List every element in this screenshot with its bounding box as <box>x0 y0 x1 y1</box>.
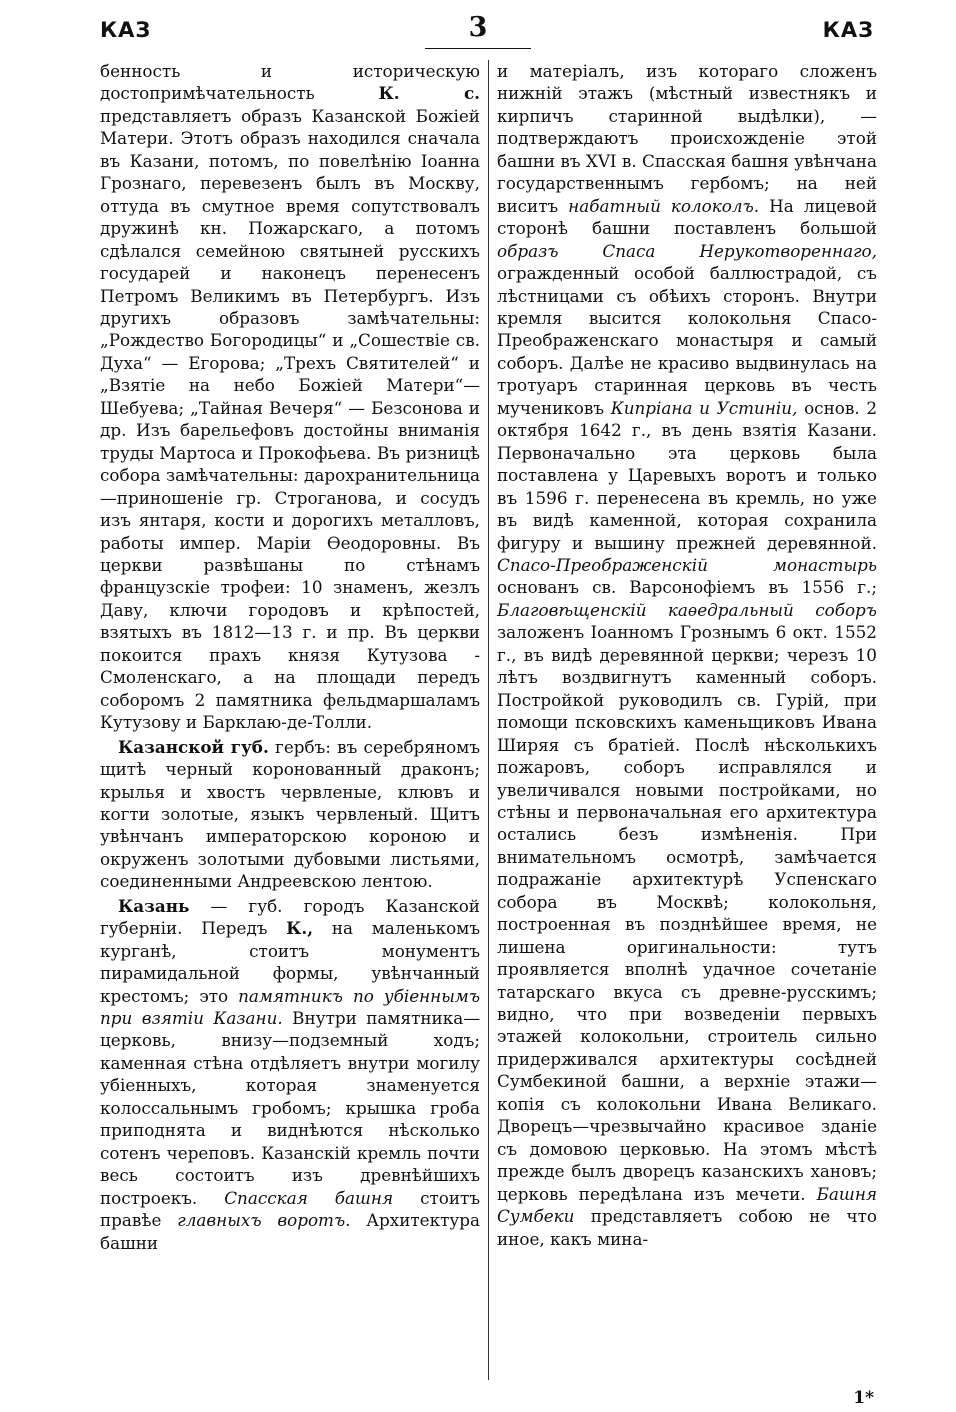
header-rule <box>425 48 531 49</box>
entry-headword: Казань <box>118 895 190 916</box>
bold-abbrev: К., <box>286 918 314 939</box>
italic-term: Спасская башня <box>224 1187 394 1208</box>
right-column <box>497 60 877 1250</box>
text-run: основ. 2 октября 1642 г., въ день взятія Казани. Первоначально эта церковь была поставлена у Царевыхъ воротъ и только въ 1596 г. перенесена въ кремль, но уже въ видѣ каменной, которая сохранила фигуру и вышину прежней деревянной. <box>497 397 877 553</box>
italic-term: набатный колоколъ. <box>568 195 760 216</box>
paragraph-kazan-city <box>100 895 480 1254</box>
text-run: гербъ: въ серебряномъ щитѣ черный коронованный драконъ; крылья и хвостъ червленые, клювъ и когти золотые, языкъ червленый. Щитъ увѣнчанъ императорскою короною и окруженъ золотыми дубовыми листьями, соединенными Андреевскою лентою. <box>100 736 480 892</box>
text-run: Архитектура башни <box>100 1210 481 1253</box>
paragraph-kazan-cathedral <box>100 60 480 734</box>
bold-abbrev: К. с. <box>378 83 481 104</box>
text-run: и матеріалъ, изъ котораго сложенъ нижній этажъ (мѣстный известнякъ и кирпичъ старинной выдѣлки), — подтверждаютъ происхожденіе этой башни въ XVI в. Спасская башня увѣнчана государственнымъ гербомъ; на ней виситъ <box>497 61 877 216</box>
text-run: представляетъ собою не что иное, какъ мина- <box>497 1206 877 1249</box>
text-run: представляетъ образъ Казанской Божіей Матери. Этотъ образъ находился сначала въ Казани, потомъ, по повелѣнію Іоанна Грознаго, перевезенъ былъ въ Москву, оттуда въ смутное время сопутствовалъ дружинѣ кн. Пожарскаго, а потомъ сдѣлался семейною святыней русскихъ государей и наконецъ перенесенъ Петромъ Великимъ въ Петербургъ. Изъ другихъ образовъ замѣчательны: „Рождество Богородицы“ и „Сошествіе св. Духа“ — Егорова; „Трехъ Святителей“ и „Взятіе на небо Божіей Матери“—Шебуева; „Тайная Вечеря“ — Безсонова и др. Изъ барельефовъ достойны вниманія труды Мартоса и Прокофьева. Въ ризницѣ собора замѣчательны: дарохранительница—приношеніе гр. Строганова, и сосудъ изъ янтаря, кости и дорогихъ металловъ, работы импер. Маріи Ѳеодоровны. Въ церкви развѣшаны по стѣнамъ французскіе трофеи: 10 знаменъ, жезлъ Даву, ключи городовъ и крѣпостей, взятыхъ въ 1812—13 г. и пр. Въ церкви покоится прахъ князя Кутузова - Смоленскаго, а на площади передъ соборомъ 2 памятника фельдмаршаламъ Кутузову и Барклаю-де-Толли. <box>100 105 480 733</box>
printer-signature-mark: 1* <box>853 1388 874 1408</box>
text-run: Внутри памятника—церковь, внизу—подземный ходъ; каменная стѣна отдѣляетъ внутри могилу убіенныхъ, которая знаменуется колоссальнымъ гробомъ; крышка гроба приподнята и виднѣются нѣсколько сотенъ череповъ. Казанскій кремль почти весь состоитъ изъ древнѣйшихъ построекъ. <box>100 1008 480 1208</box>
running-head-left: КАЗ <box>100 18 152 42</box>
italic-term: Спасо-Преображенскій монастырь <box>497 554 877 575</box>
italic-term: образъ Спаса Нерукотвореннаго, <box>497 240 877 261</box>
text-run: на маленькомъ курганѣ, стоитъ монументъ пирамидальной формы, увѣнчанный крестомъ; это <box>100 918 481 1006</box>
italic-term: Благовѣщенскій каѳедральный соборъ <box>497 599 877 620</box>
column-divider <box>488 60 489 1380</box>
left-column <box>100 60 480 1254</box>
italic-term: Кипріана и Устиніи, <box>610 397 798 418</box>
text-run: стоитъ правѣе <box>100 1187 480 1231</box>
text-run: На лицевой сторонѣ башни поставленъ большой <box>497 195 878 239</box>
page-number: 3 <box>468 12 488 43</box>
italic-term: главныхъ воротъ. <box>177 1210 351 1231</box>
italic-term: Башня Сумбеки <box>497 1183 877 1227</box>
text-run: бенность и историческую достопримѣчательность <box>100 61 480 104</box>
text-run: — губ. городъ Казанской губерніи. Передъ <box>100 895 480 939</box>
page-header <box>0 8 956 50</box>
text-run: заложенъ Іоанномъ Грознымъ 6 окт. 1552 г., въ видѣ деревянной церкви; черезъ 10 лѣтъ воздвигнутъ каменный соборъ. Постройкой руководилъ св. Гурій, при помощи псковскихъ каменьщиковъ Ивана Ширяя съ братіей. Послѣ нѣсколькихъ пожаровъ, соборъ исправлялся и увеличивался новыми постройками, но стѣны и первоначальная его архитектура остались безъ измѣненія. При внимательномъ осмотрѣ, замѣчается подражаніе архитектурѣ Успенскаго собора въ Москвѣ; колокольня, построенная въ позднѣйшее время, не лишена оригинальности: тутъ проявляется вполнѣ удачное сочетаніе татарскаго вкуса съ древне-русскимъ; видно, что при возведеніи первыхъ этажей колокольни, строитель сильно придерживался архитектуры сосѣдней Сумбекиной башни, а верхніе этажи—копія съ колокольни Ивана Великаго. Дворецъ—чрезвычайно красивое зданіе съ домовою церковью. На этомъ мѣстѣ прежде былъ дворецъ казанскихъ хановъ; церковь передѣлана изъ мечети. <box>497 622 877 1204</box>
italic-term: памятникъ по убіеннымъ при взятіи Казани. <box>100 985 480 1029</box>
paragraph-coat-of-arms <box>100 736 480 893</box>
entry-headword: Казанской губ. <box>118 736 269 757</box>
running-head-right: КАЗ <box>822 18 874 42</box>
text-run: основанъ св. Варсонофіемъ въ 1556 г.; <box>497 577 877 598</box>
paragraph-kremlin <box>497 60 877 1250</box>
text-run: огражденный особой баллюстрадой, съ лѣстницами съ обѣихъ сторонъ. Внутри кремля высится колокольня Спасо-Преображенскаго монастыря и самый соборъ. Далѣе не красиво выдвинулась на тротуаръ старинная церковь въ честь мучениковъ <box>497 263 877 418</box>
